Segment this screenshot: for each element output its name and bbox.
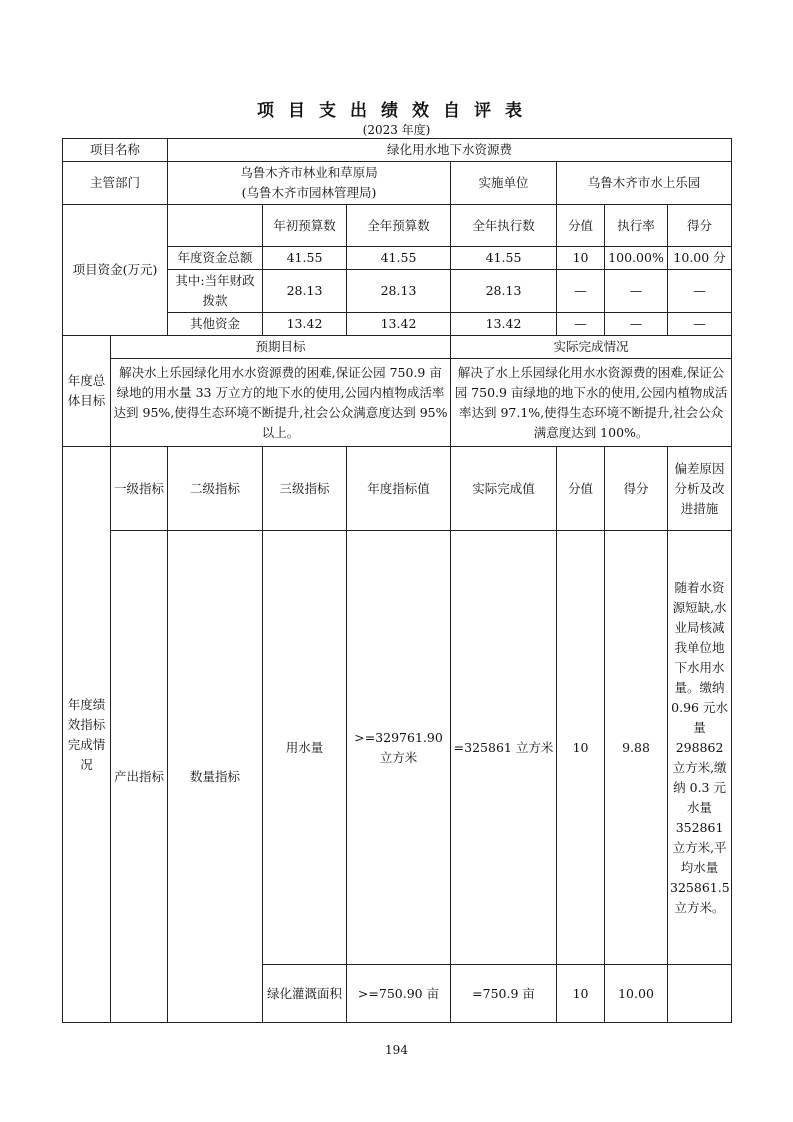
funds-row-label: 其中:当年财政拨款 xyxy=(168,270,263,313)
funds-cell: — xyxy=(668,270,732,313)
indicator-score-value: 10 xyxy=(557,531,605,965)
indicator-actual: =325861 立方米 xyxy=(451,531,557,965)
page-title: 项目支出绩效自评表 xyxy=(257,101,536,121)
project-name-value: 绿化用水地下水资源费 xyxy=(168,139,732,162)
indicator-header: 实际完成值 xyxy=(451,447,557,531)
funds-cell: 13.42 xyxy=(263,313,347,336)
indicator-header: 二级指标 xyxy=(168,447,263,531)
indicator-deviation xyxy=(668,965,732,1023)
indicator-level3: 用水量 xyxy=(263,531,347,965)
funds-cell: 41.55 xyxy=(347,247,451,270)
indicator-header: 三级指标 xyxy=(263,447,347,531)
indicator-level2: 数量指标 xyxy=(168,531,263,1023)
funds-cell: 13.42 xyxy=(451,313,557,336)
funds-row-label: 其他资金 xyxy=(168,313,263,336)
page-number: 194 xyxy=(385,1043,408,1057)
indicator-score-value: 10 xyxy=(557,965,605,1023)
funds-cell: — xyxy=(605,270,668,313)
impl-label: 实施单位 xyxy=(451,162,557,205)
funds-header: 得分 xyxy=(668,205,732,247)
indicator-score: 10.00 xyxy=(605,965,668,1023)
funds-cell: — xyxy=(668,313,732,336)
funds-header: 执行率 xyxy=(605,205,668,247)
evaluation-table xyxy=(62,138,732,1023)
indicator-header: 一级指标 xyxy=(111,447,168,531)
indicator-header: 分值 xyxy=(557,447,605,531)
funds-row-label: 年度资金总额 xyxy=(168,247,263,270)
goals-expected-label: 预期目标 xyxy=(111,336,451,359)
funds-cell: 28.13 xyxy=(263,270,347,313)
funds-label: 项目资金(万元) xyxy=(63,205,168,336)
funds-cell: 100.00% xyxy=(605,247,668,270)
goals-label: 年度总体目标 xyxy=(63,336,111,447)
indicator-header: 年度指标值 xyxy=(347,447,451,531)
indicator-score: 9.88 xyxy=(605,531,668,965)
indicator-actual: =750.9 亩 xyxy=(451,965,557,1023)
indicator-target: >=329761.90 立方米 xyxy=(347,531,451,965)
funds-cell: 28.13 xyxy=(347,270,451,313)
funds-cell: — xyxy=(557,313,605,336)
funds-header: 分值 xyxy=(557,205,605,247)
page-subtitle: (2023 年度) xyxy=(362,123,431,137)
indicator-deviation: 随着水资源短缺,水业局核减我单位地下水用水量。缴纳 0.96 元水量 298862 立方米,缴纳 0.3 元水量 352861 立方米,平均水量 325861.5 立方米。 xyxy=(668,531,732,965)
goals-actual-label: 实际完成情况 xyxy=(451,336,732,359)
funds-header-blank xyxy=(168,205,263,247)
funds-cell: 10.00 分 xyxy=(668,247,732,270)
funds-header: 年初预算数 xyxy=(263,205,347,247)
funds-cell: 41.55 xyxy=(451,247,557,270)
indicator-header: 得分 xyxy=(605,447,668,531)
indicator-level3: 绿化灌溉面积 xyxy=(263,965,347,1023)
funds-cell: 28.13 xyxy=(451,270,557,313)
indicator-level1: 产出指标 xyxy=(111,531,168,1023)
impl-value: 乌鲁木齐市水上乐园 xyxy=(557,162,732,205)
supervisor-label: 主管部门 xyxy=(63,162,168,205)
funds-cell: 13.42 xyxy=(347,313,451,336)
funds-cell: 41.55 xyxy=(263,247,347,270)
project-name-label: 项目名称 xyxy=(63,139,168,162)
indicators-section-label: 年度绩效指标完成情况 xyxy=(63,447,111,1023)
goals-expected-text: 解决水上乐园绿化用水水资源费的困难,保证公园 750.9 亩绿地的用水量 33 万立方的地下水的使用,公园内植物成活率达到 95%,使得生态环境不断提升,社会公众满意度达到 95%以上。 xyxy=(111,359,451,447)
indicator-header: 偏差原因分析及改进措施 xyxy=(668,447,732,531)
goals-actual-text: 解决了水上乐园绿化用水水资源费的困难,保证公园 750.9 亩绿地的地下水的使用,公园内植物成活率达到 97.1%,使得生态环境不断提升,社会公众满意度达到 100%。 xyxy=(451,359,732,447)
supervisor-value: 乌鲁木齐市林业和草原局 (乌鲁木齐市园林管理局) xyxy=(168,162,451,205)
funds-header: 全年执行数 xyxy=(451,205,557,247)
indicator-target: >=750.90 亩 xyxy=(347,965,451,1023)
funds-cell: — xyxy=(557,270,605,313)
funds-cell: 10 xyxy=(557,247,605,270)
funds-cell: — xyxy=(605,313,668,336)
funds-header: 全年预算数 xyxy=(347,205,451,247)
